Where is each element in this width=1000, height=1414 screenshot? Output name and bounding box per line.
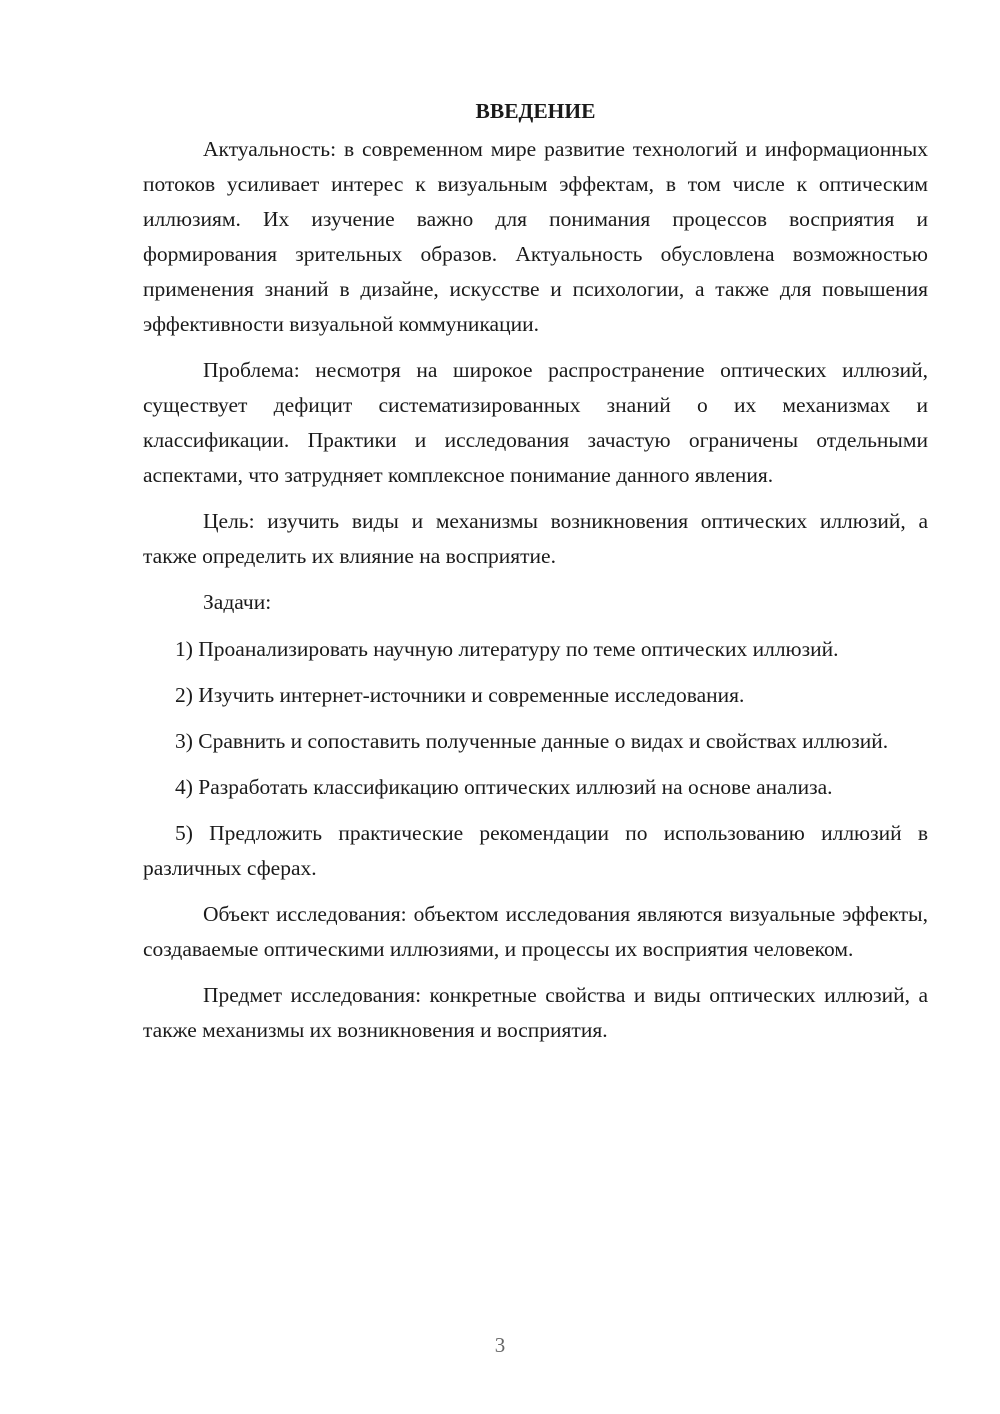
task-item-4: 4) Разработать классификацию оптических иллюзий на основе анализа. <box>175 775 833 799</box>
page-content <box>143 94 928 1059</box>
paragraph-relevance: Актуальность: в современном мире развитие технологий и информационных потоков усиливает интерес к визуальным эффектам, в том числе к оптическим иллюзиям. Их изучение важно для понимания процессов восприятия и формирования зрительных образов. Актуальность обусловлена возможностью применения знаний в дизайне, искусстве и психологии, а также для повышения эффективности визуальной коммуникации. <box>143 137 928 336</box>
section-title: ВВЕДЕНИЕ <box>475 99 596 123</box>
paragraph-object: Объект исследования: объектом исследования являются визуальные эффекты, создаваемые оптическими иллюзиями, и процессы их восприятия человеком. <box>143 902 928 961</box>
task-item-1: 1) Проанализировать научную литературу по теме оптических иллюзий. <box>175 637 839 661</box>
paragraph-subject: Предмет исследования: конкретные свойства и виды оптических иллюзий, а также механизмы их возникновения и восприятия. <box>143 983 928 1042</box>
paragraph-problem: Проблема: несмотря на широкое распространение оптических иллюзий, существует дефицит систематизированных знаний о их механизмах и классификации. Практики и исследования зачастую ограничены отдельными аспектами, что затрудняет комплексное понимание данного явления. <box>143 358 928 487</box>
task-item-3: 3) Сравнить и сопоставить полученные данные о видах и свойствах иллюзий. <box>175 729 889 753</box>
paragraph-goal: Цель: изучить виды и механизмы возникновения оптических иллюзий, а также определить их влияние на восприятие. <box>143 509 928 568</box>
tasks-label: Задачи: <box>203 590 272 614</box>
task-item-5: 5) Предложить практические рекомендации по использованию иллюзий в различных сферах. <box>143 821 928 880</box>
tasks-list <box>143 632 928 886</box>
task-item-2: 2) Изучить интернет-источники и современные исследования. <box>175 683 745 707</box>
page-number: 3 <box>494 1333 506 1357</box>
